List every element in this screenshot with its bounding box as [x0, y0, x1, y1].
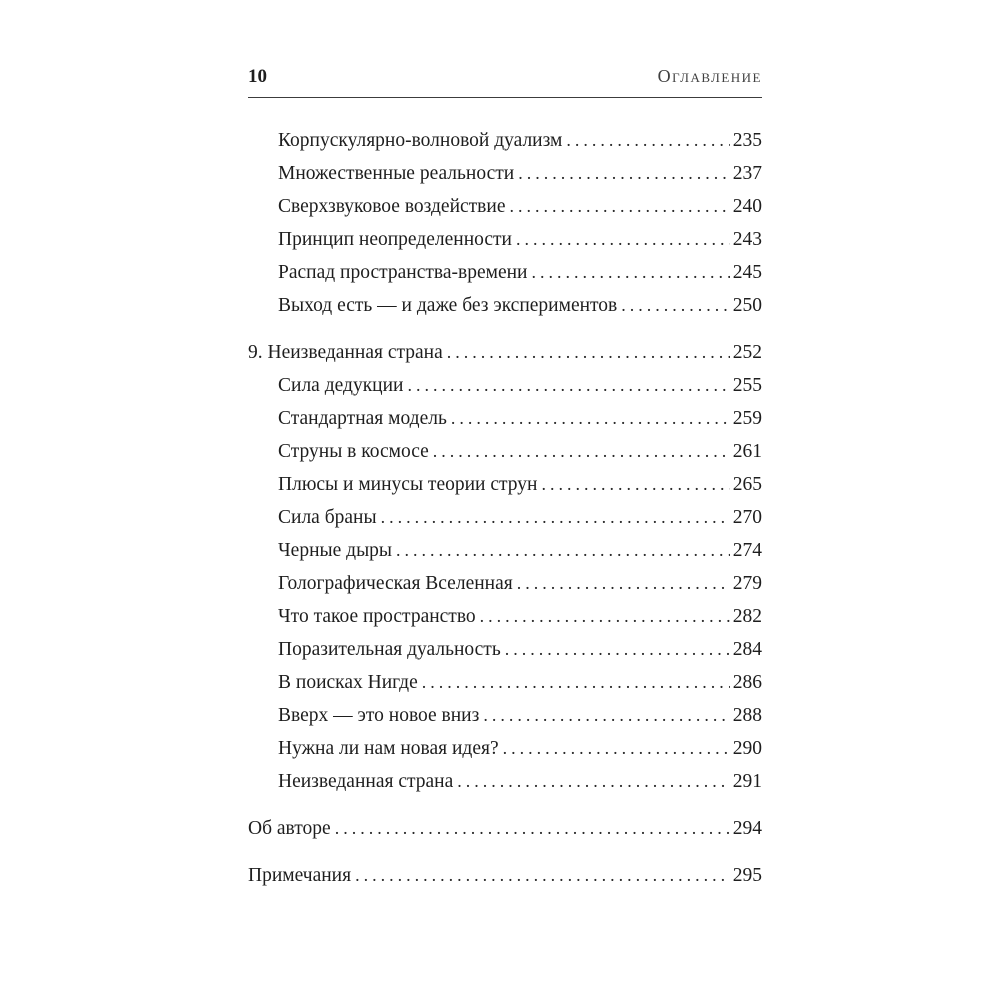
toc-dot-leader	[505, 633, 730, 666]
toc-entry	[248, 336, 762, 369]
toc-entry	[248, 402, 762, 435]
toc-entry	[248, 124, 762, 157]
toc-dot-leader	[396, 534, 730, 567]
toc-list	[248, 124, 762, 892]
book-page	[248, 66, 762, 892]
toc-entry-page: 250	[732, 295, 762, 316]
toc-entry-page: 237	[732, 163, 762, 184]
toc-entry-title: Нужна ли нам новая идея?	[278, 738, 499, 759]
toc-entry	[248, 600, 762, 633]
toc-dot-leader	[483, 699, 729, 732]
toc-entry-page: 284	[732, 639, 762, 660]
toc-entry-title: Корпускулярно-волновой дуализм	[278, 130, 563, 151]
toc-dot-leader	[355, 859, 730, 892]
toc-entry-page: 245	[732, 262, 762, 283]
toc-entry-page: 265	[732, 474, 762, 495]
toc-entry	[248, 289, 762, 322]
toc-entry-page: 235	[732, 130, 762, 151]
toc-entry-page: 255	[732, 375, 762, 396]
toc-entry	[248, 666, 762, 699]
toc-entry-title: Сверхзвуковое воздействие	[278, 196, 506, 217]
toc-entry	[248, 633, 762, 666]
toc-entry-title: Вверх — это новое вниз	[278, 705, 480, 726]
toc-entry-title: Черные дыры	[278, 540, 393, 561]
toc-entry-title: В поисках Нигде	[278, 672, 418, 693]
toc-dot-leader	[457, 765, 730, 798]
toc-dot-leader	[381, 501, 730, 534]
toc-entry	[248, 501, 762, 534]
toc-entry-title: Сила дедукции	[278, 375, 404, 396]
toc-dot-leader	[407, 369, 729, 402]
toc-entry-page: 288	[732, 705, 762, 726]
toc-entry-title: Поразительная дуальность	[278, 639, 501, 660]
toc-entry	[248, 699, 762, 732]
toc-entry-page: 279	[732, 573, 762, 594]
toc-entry-page: 286	[732, 672, 762, 693]
toc-entry	[248, 732, 762, 765]
toc-dot-leader	[516, 223, 730, 256]
toc-entry-page: 291	[732, 771, 762, 792]
toc-entry	[248, 765, 762, 798]
toc-dot-leader	[509, 190, 729, 223]
toc-entry-title: Стандартная модель	[278, 408, 447, 429]
toc-dot-leader	[480, 600, 730, 633]
toc-dot-leader	[621, 289, 729, 322]
toc-dot-leader	[541, 468, 729, 501]
toc-entry-title: Об авторе	[248, 818, 331, 839]
toc-entry	[248, 157, 762, 190]
toc-entry	[248, 223, 762, 256]
page-header-title: Оглавление	[657, 66, 762, 86]
toc-entry-page: 261	[732, 441, 762, 462]
toc-entry-page: 252	[732, 342, 762, 363]
toc-entry-page: 270	[732, 507, 762, 528]
page-number: 10	[248, 66, 267, 87]
toc-entry-title: Принцип неопределенности	[278, 229, 512, 250]
toc-entry-title: 9. Неизведанная страна	[248, 342, 443, 363]
toc-entry	[248, 190, 762, 223]
toc-entry-page: 274	[732, 540, 762, 561]
running-header	[248, 66, 762, 98]
toc-entry-page: 240	[732, 196, 762, 217]
toc-dot-leader	[451, 402, 730, 435]
toc-dot-leader	[447, 336, 730, 369]
toc-dot-leader	[517, 567, 730, 600]
toc-entry	[248, 369, 762, 402]
toc-entry-page: 282	[732, 606, 762, 627]
toc-dot-leader	[518, 157, 730, 190]
toc-entry-title: Струны в космосе	[278, 441, 429, 462]
toc-entry	[248, 468, 762, 501]
toc-entry	[248, 534, 762, 567]
toc-entry-title: Голографическая Вселенная	[278, 573, 513, 594]
toc-entry	[248, 435, 762, 468]
toc-entry-title: Примечания	[248, 865, 352, 886]
toc-entry-title: Распад пространства-времени	[278, 262, 528, 283]
toc-entry	[248, 567, 762, 600]
toc-entry-title: Сила браны	[278, 507, 377, 528]
toc-entry-title: Плюсы и минусы теории струн	[278, 474, 538, 495]
toc-dot-leader	[422, 666, 730, 699]
toc-entry-title: Выход есть — и даже без экспериментов	[278, 295, 618, 316]
toc-entry-title: Множественные реальности	[278, 163, 515, 184]
toc-dot-leader	[433, 435, 730, 468]
toc-entry-page: 243	[732, 229, 762, 250]
toc-dot-leader	[531, 256, 729, 289]
toc-entry-page: 295	[732, 865, 762, 886]
toc-entry	[248, 859, 762, 892]
toc-dot-leader	[566, 124, 729, 157]
toc-entry	[248, 812, 762, 845]
toc-dot-leader	[335, 812, 730, 845]
toc-dot-leader	[503, 732, 730, 765]
toc-entry-page: 259	[732, 408, 762, 429]
toc-entry-page: 294	[732, 818, 762, 839]
toc-entry-page: 290	[732, 738, 762, 759]
toc-entry	[248, 256, 762, 289]
toc-entry-title: Неизведанная страна	[278, 771, 454, 792]
toc-entry-title: Что такое пространство	[278, 606, 476, 627]
